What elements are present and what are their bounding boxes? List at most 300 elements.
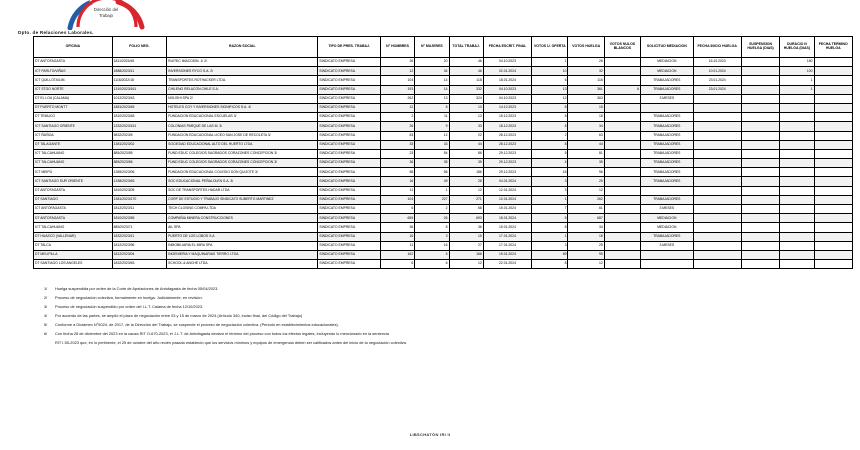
table-cell: 1812/2023/04	[112, 250, 166, 259]
table-cell	[814, 140, 852, 149]
table-cell: 1812/2023/96	[112, 241, 166, 250]
table-row	[34, 232, 853, 241]
table-cell: 14	[415, 76, 449, 85]
table-cell	[693, 205, 741, 214]
table-cell	[604, 94, 640, 103]
table-cell: ICT ANTOFAGASTA	[34, 205, 113, 214]
table-cell: 100	[780, 67, 814, 76]
table-row	[34, 67, 853, 76]
table-cell: 14.12.2023	[483, 103, 531, 112]
table-row	[34, 214, 853, 223]
table-cell: 8	[532, 103, 568, 112]
table-cell: MEDIACION	[641, 214, 693, 223]
table-cell	[693, 177, 741, 186]
table-cell: ICT SANTIAGO SUR ORIENTE	[34, 177, 113, 186]
table-cell	[780, 149, 814, 158]
table-cell	[814, 168, 852, 177]
table-cell: 227	[415, 195, 449, 204]
table-cell	[780, 214, 814, 223]
table-cell: 17.01.2024	[483, 241, 531, 250]
table-cell: 1381/2023/02	[112, 140, 166, 149]
table-cell: SINDICATO EMPRESA	[318, 186, 381, 195]
table-cell: SINDICATO EMPRESA	[318, 205, 381, 214]
table-cell: 28	[449, 177, 483, 186]
table-cell	[814, 131, 852, 140]
footnote	[44, 322, 844, 328]
table-cell	[814, 103, 852, 112]
table-cell: CORP DE ESTUDIO Y TRABAJO SINDICATO SUBERTO MARTINEZ	[167, 195, 318, 204]
table-cell	[693, 186, 741, 195]
table-cell: 6	[604, 85, 640, 94]
table-cell	[780, 186, 814, 195]
table-cell: 61	[568, 205, 604, 214]
table-cell: 68	[449, 205, 483, 214]
table-cell: TRABAJADORES	[641, 85, 693, 94]
table-cell: FUND EDUC COLEGIOS SAGRADOS CORAZONES CONCEPCION 3/	[167, 149, 318, 158]
table-cell	[814, 149, 852, 158]
table-cell: 8	[532, 122, 568, 131]
table-cell: 885/2023/55	[112, 149, 166, 158]
table-cell	[780, 241, 814, 250]
column-header: VOTOS NULOS BLANCOS	[604, 37, 640, 58]
footnote-text: Proceso de negociación colectiva, formalmente en huelga. Judicialmente, en revisión.	[55, 294, 203, 300]
table-cell	[641, 260, 693, 269]
table-cell: 5	[532, 149, 568, 158]
table-cell: 17.01.2024	[483, 232, 531, 241]
table-cell: SINDICATO EMPRESA	[318, 67, 381, 76]
table-cell	[741, 232, 779, 241]
table-cell: 3	[532, 241, 568, 250]
table-cell: ICT STGO NORTE	[34, 85, 113, 94]
table-cell: 95	[568, 250, 604, 259]
table-cell: 3 MESES	[641, 205, 693, 214]
table-cell: 18	[568, 232, 604, 241]
table-cell: 13	[415, 94, 449, 103]
table-cell: 1810/2023/05	[112, 186, 166, 195]
table-cell	[780, 103, 814, 112]
footnote-text: Proceso de negociación suspendido por orden del I.L.T. Calama de fecha 12/10/2023.	[55, 303, 204, 309]
table-cell: SOCIEDAD EDUCACIONAL ALTO DEL HUERTO LTDA	[167, 140, 318, 149]
table-cell: 1385/2023/06	[112, 168, 166, 177]
table-cell: ICT MEIPÚ	[34, 168, 113, 177]
table-cell: FUND EDUC COLEGIOS SAGRADOS CORAZONES CONCEPCION 3/	[167, 159, 318, 168]
table-cell	[604, 76, 640, 85]
table-cell: 1811/2023/45	[112, 58, 166, 67]
table-cell: 8	[532, 140, 568, 149]
table-cell: 27	[449, 241, 483, 250]
table-cell: 36	[380, 223, 414, 232]
table-cell	[693, 241, 741, 250]
table-cell: ICT PARLTO/VIÑAS	[34, 67, 113, 76]
table-row	[34, 122, 853, 131]
table-row	[34, 223, 853, 232]
table-cell: 4	[532, 159, 568, 168]
table-cell: 19.01.2024	[483, 250, 531, 259]
column-header: FOLIO NEG.	[112, 37, 166, 58]
table-cell: 1888/2023/11	[112, 67, 166, 76]
table-cell: 104	[380, 195, 414, 204]
table-cell: INVERSIONES RYCO S.A. 2/	[167, 67, 318, 76]
footnote-number: 2/	[44, 294, 48, 300]
table-cell: DT ANTOFAGASTA	[34, 58, 113, 67]
table-header-row	[34, 37, 853, 58]
table-cell	[780, 195, 814, 204]
table-cell	[741, 168, 779, 177]
table-cell: ICT TALCAHUANO	[34, 149, 113, 158]
table-cell: 04.10.2023	[483, 85, 531, 94]
table-cell	[741, 103, 779, 112]
table-row	[34, 149, 853, 158]
table-cell: 1332/2023/151	[112, 122, 166, 131]
table-cell: 56	[415, 168, 449, 177]
table-row	[34, 250, 853, 259]
table-cell: 361	[568, 85, 604, 94]
table-cell: 11	[415, 113, 449, 122]
table-cell	[814, 85, 852, 94]
table-cell	[741, 67, 779, 76]
table-cell: 23.01.2024	[693, 85, 741, 94]
table-cell	[780, 232, 814, 241]
table-cell: 12	[415, 131, 449, 140]
table-cell: 12	[568, 260, 604, 269]
table-cell	[693, 250, 741, 259]
table-cell: 1810/2023/55	[112, 214, 166, 223]
table-cell	[604, 205, 640, 214]
table-cell	[780, 131, 814, 140]
table-cell: 1310/2023/161	[112, 85, 166, 94]
footnote-number: 1/	[44, 286, 48, 291]
table-row	[34, 260, 853, 269]
column-header: VOTOS U. OFERTA	[532, 37, 568, 58]
table-cell: INGENIERIA Y MAQUINARIAS TIERRO LTDA.	[167, 250, 318, 259]
table-cell: 1812/2023/11	[112, 205, 166, 214]
table-cell: 8	[532, 223, 568, 232]
table-cell	[741, 159, 779, 168]
table-cell: 15	[568, 103, 604, 112]
table-cell: 1810/2023/48	[112, 113, 166, 122]
table-cell: DT TALCA	[34, 241, 113, 250]
table-row	[34, 85, 853, 94]
table-cell: 04.01.2024	[483, 177, 531, 186]
table-cell: 2	[532, 131, 568, 140]
table-row	[34, 205, 853, 214]
table-cell: PUERTO DE LOS LOBOS S.A	[167, 232, 318, 241]
table-cell	[604, 260, 640, 269]
table-cell	[604, 223, 640, 232]
table-cell: 6	[380, 260, 414, 269]
table-cell: 12	[449, 260, 483, 269]
table-cell: 33	[415, 140, 449, 149]
table-cell: TRABAJADORES	[641, 140, 693, 149]
table-cell	[604, 113, 640, 122]
table-cell: MEDIACION	[641, 67, 693, 76]
table-cell: 13	[532, 85, 568, 94]
table-cell	[741, 250, 779, 259]
table-cell: 44	[568, 140, 604, 149]
table-cell: MEDIACION	[641, 223, 693, 232]
table-cell: 36	[449, 223, 483, 232]
table-cell: FUNDACION EDUCACIONAL LICEO SAN JOSE DE RECOLETA 3/	[167, 131, 318, 140]
table-cell: 12	[380, 67, 414, 76]
table-cell	[641, 103, 693, 112]
table-cell: COLONIAS PARQUE DE LAS M. 3/	[167, 122, 318, 131]
table-cell: 6	[415, 260, 449, 269]
table-cell: 1	[532, 58, 568, 67]
table-cell	[693, 223, 741, 232]
table-row	[34, 76, 853, 85]
table-cell: 1	[532, 195, 568, 204]
table-cell: 18.12.2023	[483, 122, 531, 131]
table-cell: 22	[449, 131, 483, 140]
table-cell: DT EL LOA (CALAMA)	[34, 94, 113, 103]
table-cell: DT PUERTO MONTT	[34, 103, 113, 112]
table-cell: SINDICATO EMPRESA	[318, 58, 381, 67]
column-header: DURACIO N HUELGA (DIAS)	[780, 37, 814, 58]
dt-logo-swoosh	[62, 0, 152, 30]
table-cell	[693, 113, 741, 122]
table-cell	[604, 159, 640, 168]
table-cell	[604, 67, 640, 76]
footnote	[44, 331, 844, 337]
table-cell: 26	[568, 58, 604, 67]
table-row	[34, 241, 853, 250]
table-cell: 35	[568, 159, 604, 168]
table-cell: 1881/2023/45	[112, 103, 166, 112]
table-cell	[604, 140, 640, 149]
table-cell: 262	[380, 94, 414, 103]
table-cell: 12	[380, 103, 414, 112]
table-cell: 1832/2023/11	[112, 232, 166, 241]
table-cell: TRABAJADORES	[641, 177, 693, 186]
table-cell: 1338/2023/63	[112, 177, 166, 186]
table-cell	[604, 250, 640, 259]
table-cell: NOLISHI SPA 2/	[167, 94, 318, 103]
table-cell: 12.01.2024	[483, 186, 531, 195]
table-cell	[741, 85, 779, 94]
table-cell: 193	[380, 85, 414, 94]
table-cell: 18	[568, 113, 604, 122]
table-cell: 25	[568, 177, 604, 186]
table-cell: SINDICATO EMPRESA	[318, 103, 381, 112]
table-cell: 1116/2022/18	[112, 76, 166, 85]
table-cell: 28.12.2023	[483, 140, 531, 149]
table-cell	[604, 232, 640, 241]
footnotes	[44, 286, 844, 349]
table-cell: 8	[532, 260, 568, 269]
table-cell	[814, 159, 852, 168]
footnote-text: Huelga suspendida por orden de la Corte de Apelaciones de Antofagasta de fecha 05/04/2023.	[55, 286, 219, 291]
table-cell: SINDICATO EMPRESA	[318, 85, 381, 94]
table-cell: TRABAJADORES	[641, 122, 693, 131]
table-cell: 02.01.2024	[483, 67, 531, 76]
table-cell: DT ANTOFAGASTA	[34, 186, 113, 195]
table-cell: TRABAJADORES	[641, 195, 693, 204]
table-cell: 12	[532, 94, 568, 103]
table-cell: 6	[380, 205, 414, 214]
table-cell	[641, 250, 693, 259]
table-cell	[741, 58, 779, 67]
table-cell	[814, 113, 852, 122]
table-cell: SINDICATO EMPRESA	[318, 177, 381, 186]
table-body	[34, 58, 853, 269]
table-cell: 23	[380, 149, 414, 158]
table-cell: 1832/2023/63	[112, 260, 166, 269]
table-cell: TRABAJADORES	[641, 159, 693, 168]
footnote	[44, 304, 844, 310]
table-cell: 13	[449, 113, 483, 122]
table-cell: 687	[568, 214, 604, 223]
table-cell: SINDICATO EMPRESA	[318, 122, 381, 131]
table-cell: 16	[380, 232, 414, 241]
table-cell	[604, 214, 640, 223]
table-cell: 33	[449, 122, 483, 131]
table-cell	[693, 131, 741, 140]
table-cell: DT SANTIAGO LOS ANGELES	[34, 260, 113, 269]
table-cell	[780, 250, 814, 259]
table-cell: FUNDACION EDUCACIONAL COLEGIO DON QUIJOTE 3/	[167, 168, 318, 177]
table-row	[34, 103, 853, 112]
table-cell: 46	[449, 58, 483, 67]
table-cell	[604, 122, 640, 131]
table-cell: 3	[532, 186, 568, 195]
table-cell: 25	[568, 241, 604, 250]
table-cell	[693, 232, 741, 241]
table-cell: SOC EDUCACIONAL PEÑALOLEN S.A. 3/	[167, 177, 318, 186]
table-row	[34, 94, 853, 103]
column-header: SOLICITUD MEDIACION	[641, 37, 693, 58]
table-cell: 8	[415, 223, 449, 232]
footnote-text: Con fecha 28 de diciembre del 2023 en la causa RIT O-670-2023, el J.L.T. de Antofagasta declaró el término del proceso con todos los efectos legales, incluyendo lo mencionado en la sentencia	[55, 330, 389, 336]
table-cell: 16	[415, 241, 449, 250]
table-cell: DT TEMUCO	[34, 113, 113, 122]
table-cell: 04.10.2023	[483, 94, 531, 103]
table-cell: 3	[532, 177, 568, 186]
strike-table-container	[33, 36, 853, 269]
table-cell	[741, 131, 779, 140]
table-cell	[780, 122, 814, 131]
column-header: TOTAL TRABAJ.	[449, 37, 483, 58]
table-cell: 1	[780, 76, 814, 85]
table-cell: 3 MESES	[641, 241, 693, 250]
table-cell	[741, 122, 779, 131]
table-cell: 5	[415, 250, 449, 259]
table-row	[34, 140, 853, 149]
table-cell	[693, 103, 741, 112]
table-cell	[741, 149, 779, 158]
table-cell: 7	[532, 205, 568, 214]
table-cell: MEDIACION	[641, 58, 693, 67]
table-cell: 12	[568, 186, 604, 195]
table-cell	[693, 260, 741, 269]
table-cell: 26	[380, 122, 414, 131]
table-cell: DT SANTIAGO	[34, 195, 113, 204]
table-cell: 324	[449, 94, 483, 103]
table-cell: COMPAÑIA MINERA CONSTRUCCIONES	[167, 214, 318, 223]
table-cell	[741, 241, 779, 250]
table-cell: 69	[532, 250, 568, 259]
table-cell: TECH CLOSING COMPA LTDA	[167, 205, 318, 214]
table-cell: 1381/2023/170	[112, 195, 166, 204]
table-cell: 16	[380, 177, 414, 186]
table-cell	[693, 149, 741, 158]
table-cell	[604, 177, 640, 186]
table-cell	[741, 113, 779, 122]
table-cell: 58	[380, 168, 414, 177]
table-row	[34, 186, 853, 195]
table-cell: 23.01.2024	[693, 76, 741, 85]
table-cell: 18	[532, 168, 568, 177]
table-cell	[741, 205, 779, 214]
table-cell: 262	[568, 195, 604, 204]
table-cell: 885/2023/71	[112, 223, 166, 232]
table-cell: 29.12.2023	[483, 159, 531, 168]
table-cell: 10.01.2024	[693, 67, 741, 76]
table-cell	[604, 186, 640, 195]
table-cell: TRABAJADORES	[641, 232, 693, 241]
table-cell: 2	[380, 113, 414, 122]
table-cell: 46	[449, 67, 483, 76]
table-cell	[741, 260, 779, 269]
table-cell: SOC DE TRANSPORTES HADAR LTDA	[167, 186, 318, 195]
table-cell: 34	[415, 67, 449, 76]
table-cell: 118	[449, 76, 483, 85]
table-cell: DT ANTOFAGASTA	[34, 214, 113, 223]
column-header: N° HOMBRES	[380, 37, 414, 58]
table-cell	[814, 195, 852, 204]
table-cell: ICT SANTIAGO ORIENTE	[34, 122, 113, 131]
table-cell: 34	[568, 122, 604, 131]
table-cell: TRABAJADORES	[641, 131, 693, 140]
column-header: FECHA ESCRIT. FINAL	[483, 37, 531, 58]
table-cell: 9	[415, 122, 449, 131]
table-cell	[814, 67, 852, 76]
table-cell: SINDICATO EMPRESA	[318, 76, 381, 85]
table-cell	[814, 223, 852, 232]
table-cell	[814, 260, 852, 269]
table-cell: 8	[532, 113, 568, 122]
table-cell: 15.01.2024	[483, 223, 531, 232]
table-cell	[780, 94, 814, 103]
table-cell	[814, 205, 852, 214]
table-cell: 104	[380, 76, 414, 85]
table-cell: AIL SPA	[167, 223, 318, 232]
table-cell: DT TALAGANTE	[34, 140, 113, 149]
table-cell	[693, 94, 741, 103]
table-cell: 20	[415, 58, 449, 67]
table-cell: 04.10.2023	[483, 58, 531, 67]
table-cell	[780, 159, 814, 168]
footnote-text: RIT I-55-2023 que, en lo pertinente, el 25 de octubre del año recién pasado estableció que los servicios mínimos y equipos de emergencia deben ser calificados antes del inicio de la negociación colectiva.	[55, 339, 407, 345]
table-cell: 18.01.2024	[483, 76, 531, 85]
table-cell: 693	[449, 214, 483, 223]
table-cell: 11	[380, 186, 414, 195]
table-cell: ICT QUILLOTA/LIM.	[34, 76, 113, 85]
table-cell: SINDICATO EMPRESA	[318, 241, 381, 250]
table-cell: ICT TALCAHUANO	[34, 159, 113, 168]
table-cell: 162	[380, 250, 414, 259]
footnote-text: Por acuerdo de las partes, se amplió el plazo de negociación entre 03 y 15 de marzo de 2024 (Artículo 340, inciso final, del Código del Trabajo)	[55, 312, 303, 318]
logo-text-line1: Dirección del	[93, 7, 119, 12]
footnote-number: 4/	[44, 312, 48, 318]
table-cell	[604, 58, 640, 67]
table-cell: 32	[568, 67, 604, 76]
table-cell: 96	[568, 168, 604, 177]
table-cell: 885/2023/56	[112, 159, 166, 168]
table-cell	[814, 94, 852, 103]
table-cell: 54	[415, 149, 449, 158]
table-cell: 29.12.2023	[483, 149, 531, 158]
table-row	[34, 159, 853, 168]
